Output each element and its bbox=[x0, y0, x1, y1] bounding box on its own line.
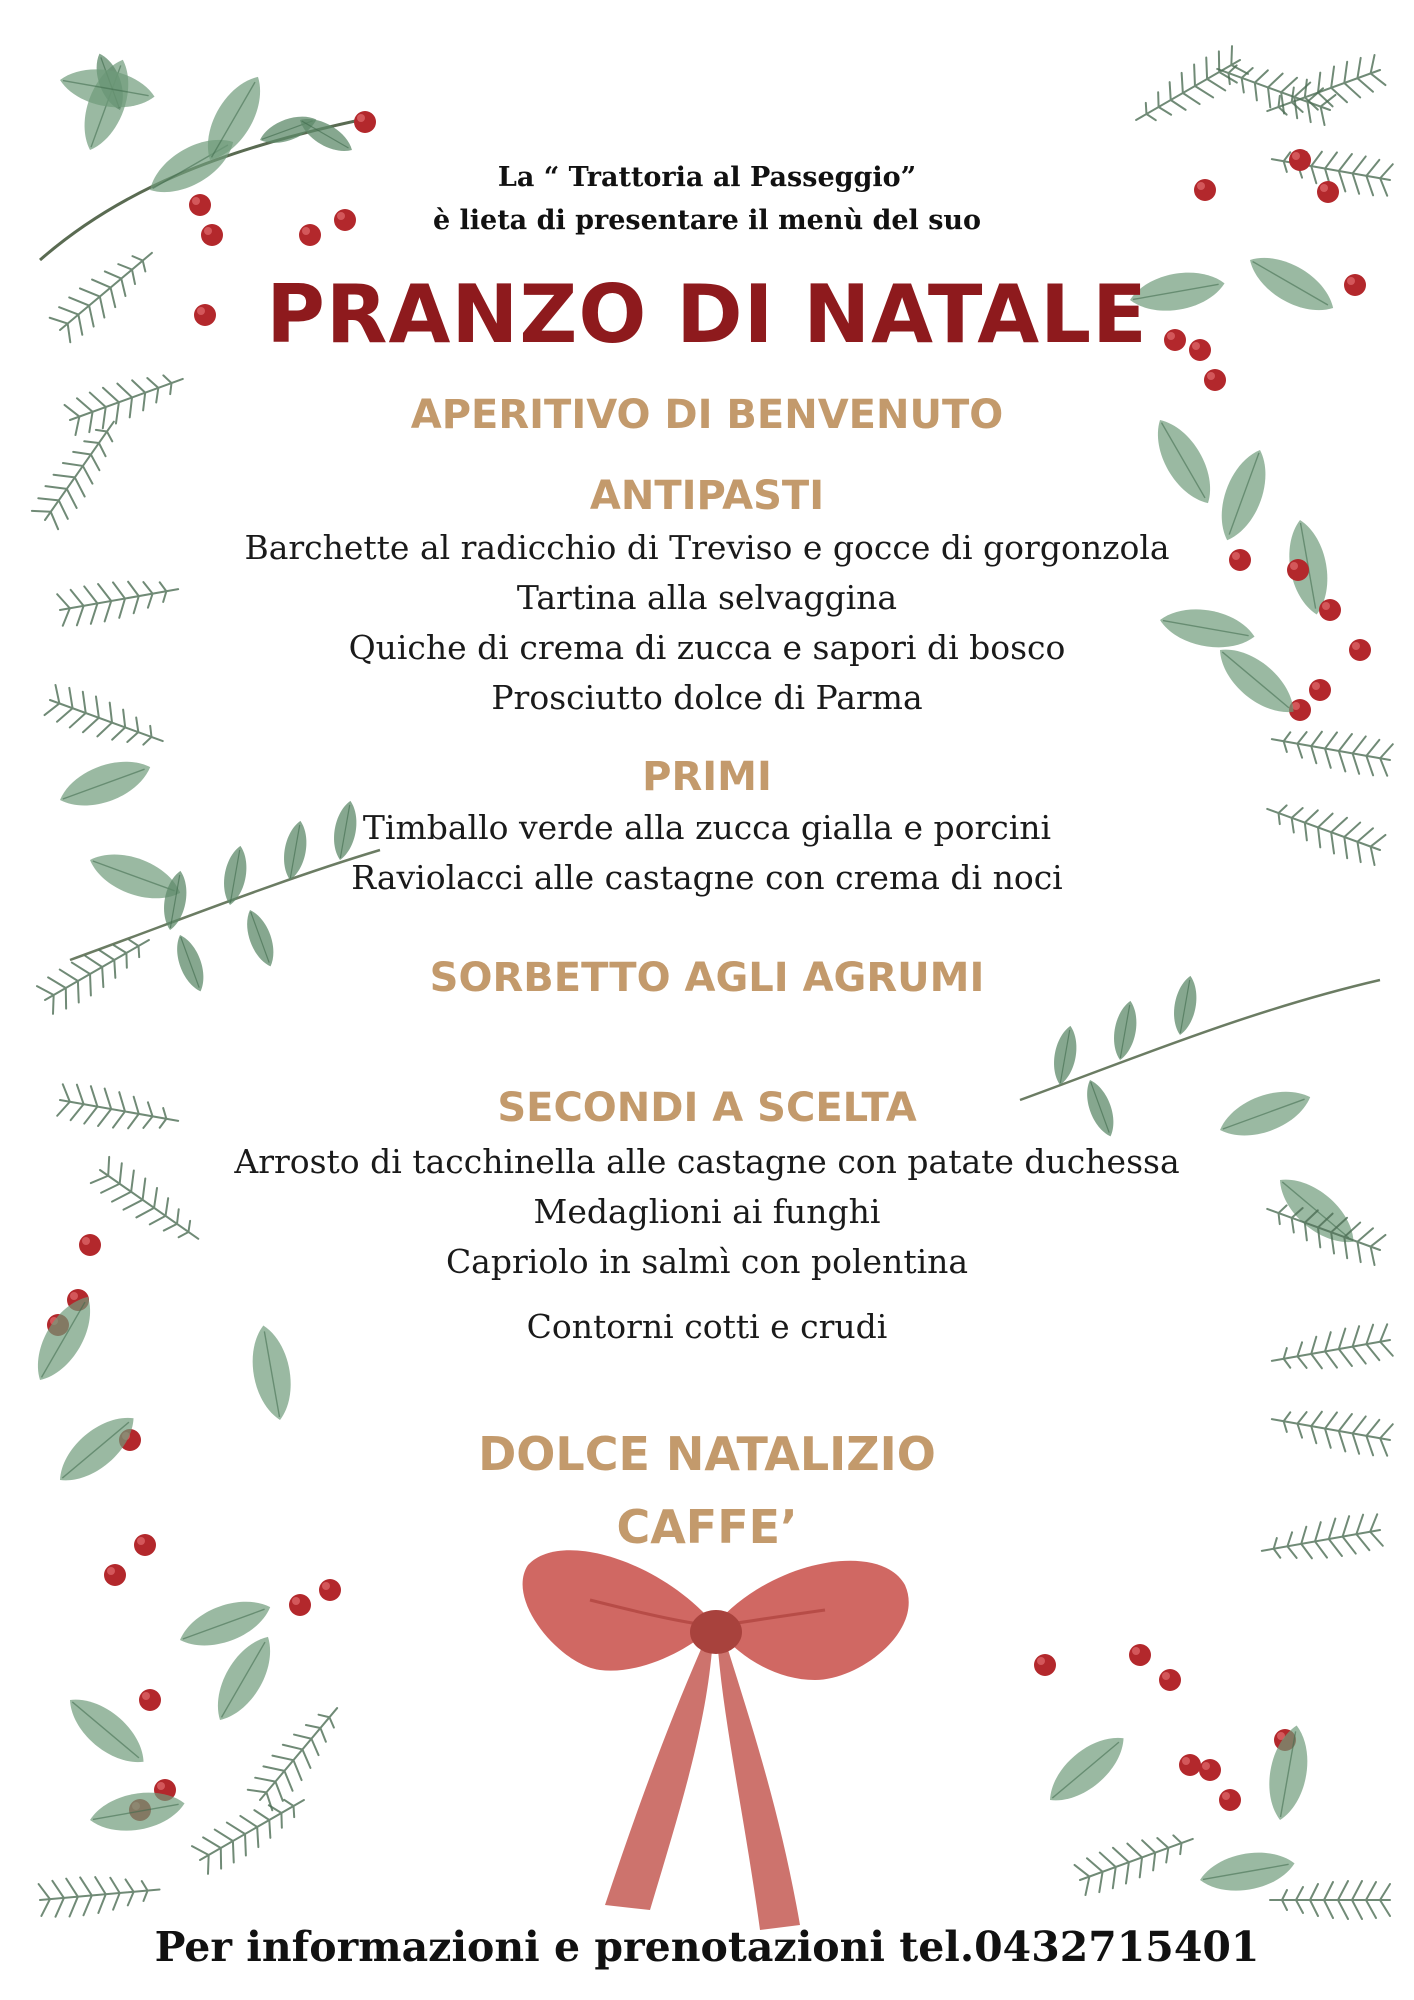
antipasti-item: Prosciutto dolce di Parma bbox=[491, 678, 923, 717]
primi-item: Timballo verde alla zucca gialla e porcini bbox=[362, 808, 1052, 847]
section-antipasti-heading: ANTIPASTI bbox=[589, 473, 825, 519]
contorni-item: Contorni cotti e crudi bbox=[526, 1307, 888, 1346]
primi-item: Raviolacci alle castagne con crema di noci bbox=[351, 858, 1063, 897]
secondi-item: Medaglioni ai funghi bbox=[533, 1192, 881, 1231]
section-caffe: CAFFE’ bbox=[616, 1500, 798, 1554]
intro-line-1: La “ Trattoria al Passeggio” bbox=[497, 162, 917, 193]
page-title: PRANZO DI NATALE bbox=[266, 268, 1148, 361]
antipasti-item: Barchette al radicchio di Treviso e gocce di gorgonzola bbox=[244, 528, 1170, 567]
section-aperitivo: APERITIVO DI BENVENUTO bbox=[410, 392, 1004, 438]
antipasti-item: Tartina alla selvaggina bbox=[516, 578, 898, 617]
section-sorbetto: SORBETTO AGLI AGRUMI bbox=[429, 955, 985, 1001]
footer-contact-info: Per informazioni e prenotazioni tel.0432715401 bbox=[154, 1923, 1260, 1971]
section-secondi-heading: SECONDI A SCELTA bbox=[497, 1085, 917, 1131]
section-dolce: DOLCE NATALIZIO bbox=[478, 1427, 936, 1481]
intro-line-2: è lieta di presentare il menù del suo bbox=[432, 205, 982, 236]
antipasti-item: Quiche di crema di zucca e sapori di bosco bbox=[348, 628, 1066, 667]
section-primi-heading: PRIMI bbox=[642, 754, 772, 800]
secondi-item: Arrosto di tacchinella alle castagne con patate duchessa bbox=[234, 1142, 1180, 1181]
secondi-item: Capriolo in salmì con polentina bbox=[445, 1242, 969, 1281]
